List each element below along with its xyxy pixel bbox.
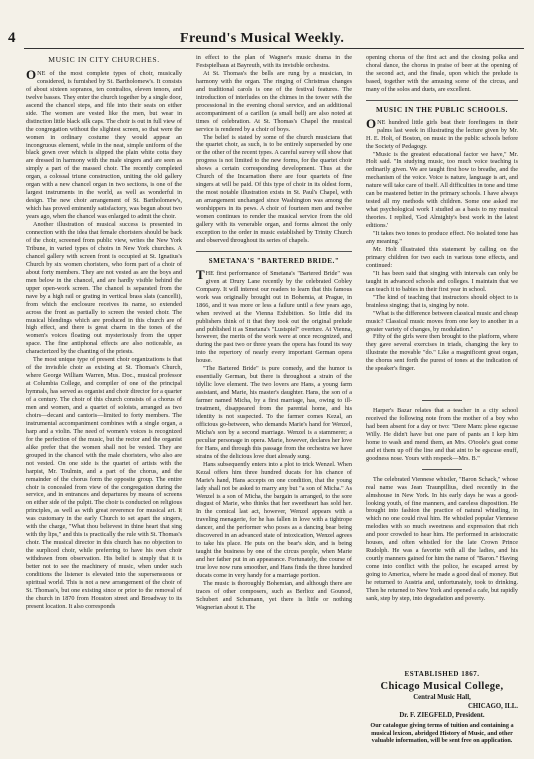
article-paragraph: "It takes two tones to produce effect. No isolated tone has any meaning." bbox=[366, 230, 518, 246]
ad-hall: Central Music Hall, bbox=[413, 694, 471, 701]
article-paragraph: "It has been said that singing with intervals can only be taught in advanced schools and colleges. I maintain that we can teach it to babies in their first year in school. bbox=[366, 269, 518, 293]
column-1 bbox=[26, 54, 182, 754]
page-number: 4 bbox=[8, 30, 16, 46]
article-paragraph: The celebrated Viennese whistler, "Baron Schack," whose real name was Jean Traunpillius, died recently in the almshouse in New York. In his early days he was a good-looking youth, of fine manners, and careless disposition. He brought into fashion the practice of natural whistling, in which no one could rival him. He whistled popular Viennese melodies with so much sweetness and expression that rich and poor crowded to hear him. He performed in aristocratic houses, and often whistled for the late Crown Prince Rudolph. He was a favorite with all the ladies, and his courtly manners gained for him the name of "Baron." Having come into conflict with the police, he escaped arrest by going to America, where he made a good deal of money. But he returned to Austria and, unfortunately, took to drinking. Then he returned to New York and opened a cafe, but rapidly sank, step by step, into degradation and poverty. bbox=[366, 475, 518, 602]
short-divider bbox=[422, 400, 462, 401]
article-paragraph: The belief is stated by some of the church musicians that the quartet choir, as such, is to be entirely superseded by one or the other of the recent types. A careful survey will show that progress is not limited to the new forms, for the quartet choir shows a certain corresponding development. Thus at the Church of the Incarnation there are four quartets of fine singers at will be paid. Of this type of choir in its oldest form, the most notable illustration exists in St. Paul's Chapel, with an arrangement unchanged since Washington was among the worshippers in its pews. A choir of fourteen men and twelve women continues to render the musical service from the old gallery with its venerable organ, and forms almost the only exception to the order in music established by Trinity Church and observed throughout its series of chapels. bbox=[196, 133, 352, 244]
header-rule bbox=[24, 48, 524, 49]
article-heading-bartered-bride: SMETANA'S "BARTERED BRIDE." bbox=[208, 256, 340, 265]
article-paragraph: Mr. Holt illustrated this statement by calling on the primary children for two each in various tone effects, and continued: bbox=[366, 245, 518, 269]
article-paragraph: "The Bartered Bride" is pure comedy, and the humor is essentially German, but there is throughout a strain of the idyllic love element. The two lovers are Hans, a young farm assistant, and Marie, his master's daughter. Hans, the son of a farmer named Micha, by a first marriage, has, owing to ill-treatment, disappeared from the parental home, and his identity is not suspected. To the farmer comes Kezal, an officious go-between, who demands Marie's hand for Wenzel, Micha's son by a second marriage. Wenzel is a stammerer; a peculiar personage in opera. Marie, however, declares her love for Hans, and through this passage from the orchestra we have strains of the delicious love duet already sung. bbox=[196, 365, 352, 460]
article-paragraph: ONE of the most complete types of choir, musically considered, is furnished by St. Bartholomew's. It consists of about sixteen sopranos, ten contraltos, eleven tenors, and twelve basses. They enter the church together by a single door, ascend the chancel steps, and file into their seats on either side. The women are vested like the men, but wear in distinction little black silk caps. The choir is out in full view of the congregation without the slightest screen, so that were the women in ordinary costume they would appear an incongruous element, while in the neat, simple uniform of the black gown over which is slipped the plain white cotta they are dressed in harmony with the male singers and are seen as simply a part of the massed choir. The recently completed organ, a colossal triune construction, uniting the old gallery organ with a new chancel organ in two sections, is one of the largest instruments in the world, as well as wonderful in design. The new choir arrangement of St. Bartholomew's, which has proved eminently satisfactory, was begun about two years ago, when the chancel was enlarged to admit the choir. bbox=[26, 66, 182, 221]
section-divider bbox=[196, 251, 352, 252]
section-divider bbox=[366, 100, 518, 101]
article-paragraph: in effect to the plan of Wagner's music drama in the Festspielhaus at Bayreuth, with its invisible orchestra. bbox=[196, 54, 352, 69]
article-paragraph: ONE hundred little girls beat their forefingers in their palms last week in illustrating the lecture given by Mr. H. E. Holt, of Boston, on music in the public schools before the Society of Pedagogy. bbox=[366, 115, 518, 150]
column-3 bbox=[366, 54, 518, 394]
article-paragraph: "The kind of teaching that instructors should object to is brainless singing; that is, singing by note. bbox=[366, 293, 518, 309]
masthead-title: Freund's Musical Weekly. bbox=[180, 31, 345, 46]
article-paragraph: The music is thoroughly Bohemian, and although there are traces of other composers, such as Berlioz and Gounod, Schubert and Schumann, yet there is little or nothing Wagnerian about it. The bbox=[196, 580, 352, 611]
article-heading-public-schools: MUSIC IN THE PUBLIC SCHOOLS. bbox=[376, 105, 508, 114]
article-paragraph: Hans subsequently enters into a plot to trick Wenzel. When Kezal offers him three hundred ducats for his chance of Marie's hand, Hans accepts on one condition, that the young lady shall not be asked to marry any but "a son of Micha." As Wenzel is a son of Micha, the bargain is arranged, to the sore disgust of Marie, who thinks that her sweetheart has sold her. In the comical last act, however, Wenzel appears with a traveling menagerie, for he has fallen in love with a tightrope dancer, and the performer who poses as a dancing bear being discovered in an advanced state of intoxication, Wenzel agrees to take his place. He puts on the bear's skin, and is being taught the business by one of the circus people, when Marie and her father put in an appearance. Fortunately, the course of true love now runs smoother, and Hans finds the three hundred ducats come in very handy for a marriage portion. bbox=[196, 460, 352, 580]
article-paragraph: opening chorus of the first act and the closing polka and choral dance, the chorus in praise of beer at the opening of the second act, and the finale, upon which the prelude is based, together with the amusing scene of the circus, and many of the solos and duets, are excellent. bbox=[366, 54, 518, 93]
ad-college-name: Chicago Musical College, bbox=[380, 681, 504, 692]
ad-description: Our catalogue giving terms of tuition and containing a musical lexicon, abridged History of Music, and other valuable information, will be sent free on application. bbox=[370, 722, 514, 745]
short-divider bbox=[422, 469, 462, 470]
article-paragraph: Fifty of the girls were then brought to the platform, where they gave several exercises in triads, changing the key to illustrate the movable "do." Like a magnificent great organ, the chorus sent forth the purest of tones at the indication of the speaker's finger. bbox=[366, 333, 518, 373]
article-paragraph: The most unique type of present choir organizations is that of the invisible choir as existing at St. Thomas's Church, where George William Warren, Mus. Doc., musical professor at Columbia College, and compiler of one of the principal hymnals, has served as organist and choir director for a quarter of a century. The choir of this church consists of a chorus of men and women, and a quartet of soloists, arranged as two choirs—decani and cantoris—limited to forty members. The instrumental accompaniment combines with a single organ, a harp and a violin. The need of women's voices is recognized for the perfection of the music, but the rector and the organist alike prefer that the women shall not be vested. They are grouped in the chancel with the male choristers, who also are not vested. On one side is the quartet of artists with the harpist, Mr. Toulmin, and a part of the chorus, and the remainder of the chorus form the opposite group. The entire choir is concealed from view of the congregation during the service, and in entrances and departures by means of screens on either side of the pulpit. The choir is conducted on religious principles, as well as with great reverence for musical art. It was customary in the early Church to set apart the singers, with the charge, "What thou believest in thine heart that sing with thy lips," and this is practically the rule with St. Thomas's choir. The musical director in this church has no objection to the surpliced choir, while preferring to have his own choir withdrawn from observation. His belief is simply that it is better not to see the machinery of music, when under such conditions the listener is elevated into the supersensuous or spiritual world. This is not a new arrangement of the choir of St. Thomas's, but one existing since or prior to the removal of the church in 1870 from Houston street and Broadway to its present location. It also corresponds bbox=[26, 356, 182, 610]
article-paragraph: At St. Thomas's the bells are rung by a musician, in harmony with the organ. The ringing of Christmas changes and traditional carols is one of the festival features. The introduction of interludes on the chimes in the tower with the processional in the evening choral service, and an additional accompaniment of a carillon (a small bell) are also noted at times of celebration. At St. Thomas's Chapel the musical service is rendered by a choir of boys. bbox=[196, 69, 352, 133]
article-paragraph: THE first performance of Smetana's "Bartered Bride" was given at Drury Lane recently by the celebrated Cobley Company. It will interest our readers to learn that this famous work was originally brought out in Bohemia, at Prague, in 1866, and it was more or less a failure until a few years ago, when revived at the Vienna Exhibition. So little did its publishers think of it that they took out the original prelude and published it as Smetana's "Lustspiel" overture. At Vienna, however, the merits of the work were at once recognized, and during the past two or three years the opera has found its way into the repertory of nearly every important German opera house. bbox=[196, 266, 352, 365]
ad-president: Dr. F. ZIEGFELD, President. bbox=[399, 712, 485, 719]
article-paragraph: Harper's Bazar relates that a teacher in a city school received the following note from the mother of a boy who had been absent for a day or two: "Dere Mam: plese egscuse Willy. He didn't have but one pare of pants an I kep him home to wash and mend them, an Mrs. O'toole's goat come and et them up off the line and that aint to be egscuse enuff, goodness nose. Yours with respeck—Mrs. B." bbox=[366, 407, 518, 462]
article-paragraph: "What is the difference between classical music and cheap music? Classical music moves from one key to another in a greater variety of changes, by modulation." bbox=[366, 309, 518, 333]
column-3-lower bbox=[366, 394, 518, 664]
advertisement-chicago-college bbox=[366, 670, 518, 754]
ad-city: CHICAGO, ILL. bbox=[467, 703, 518, 710]
article-paragraph: Another illustration of musical success is presented in connection with the idea that female choristers should be back of the choir, screened from public view, writes the New York Tribune, in varied types of choirs in New York churches. A chancel gallery with screen front is occupied at St. Ignatius's Church by six women choristers, who form part of a choir of about forty members. They are not vested as are the boys and men below in the chancel, and are hardly visible behind the upper open-work screen. The chancel is separated from the nave by a high rail or grating in vertical brass slats (cancelli), from which the enclosure receives its name, so extended across the front as partially to screen the vested choir. The musical blendings which are produced in this church are of high effect, and there is great charm in the tones of the women's voices floating out mysteriously from the upper space. The fine antiphonal effects are also noticeable, as characterized by the chanting of the priests. bbox=[26, 221, 182, 356]
ad-established: ESTABLISHED 1867. bbox=[404, 670, 480, 678]
article-heading-city-churches: MUSIC IN CITY CHURCHES. bbox=[48, 55, 160, 64]
article-paragraph: "Music is the greatest educational factor we have," Mr. Holt said. "In studying music, too much voice teaching is ordinarily given. We are taught first how to breathe, and the mechanism of the voice. Voice is nature, language is art, and nature will take care of itself. All difficulties in tone and time can be mastered better in the primary schools. I have always tested all my methods with children. Some one asked me what psychological work I studied as a basis to my musical theories. I replied, 'God Almighty's best work in the latest editions.' bbox=[366, 150, 518, 230]
column-2 bbox=[196, 54, 352, 754]
